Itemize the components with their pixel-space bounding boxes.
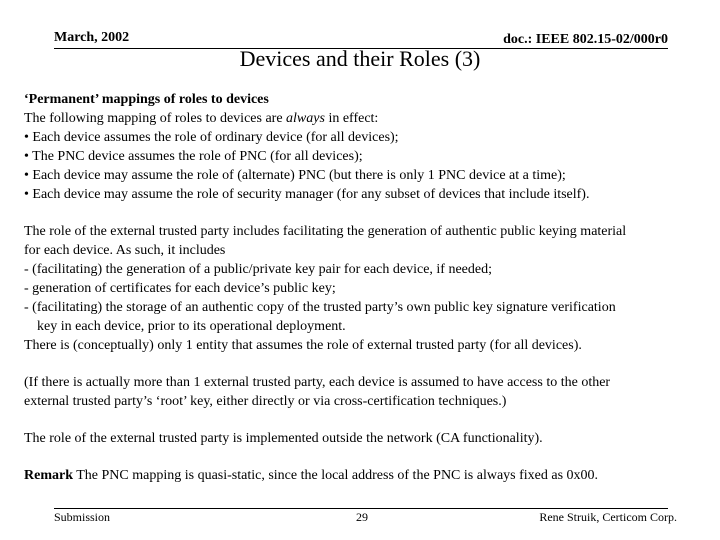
header-date: March, 2002 [54, 30, 130, 45]
bullet-item: • The PNC device assumes the role of PNC (for all devices); [24, 149, 363, 164]
intro-emphasis: always [286, 111, 325, 126]
slide-title: Devices and their Roles (3) [239, 46, 481, 71]
paragraph-line: for each device. As such, it includes [24, 243, 226, 258]
section-roles [24, 90, 714, 204]
header-doc-id: doc.: IEEE 802.15-02/000r0 [503, 32, 668, 47]
paragraph-line: - (facilitating) the generation of a public/private key pair for each device, if needed; [24, 262, 493, 277]
remark [24, 466, 714, 485]
paragraph-line: (If there is actually more than 1 external trusted party, each device is assumed to have access to the other [24, 375, 611, 390]
footer-submission: Submission [54, 510, 111, 524]
bullet-item: • Each device assumes the role of ordinary device (for all devices); [24, 130, 399, 145]
paragraph-line: The role of the external trusted party is implemented outside the network (CA functionality). [24, 431, 543, 446]
bullet-item: • Each device may assume the role of (alternate) PNC (but there is only 1 PNC device at a time); [24, 168, 566, 183]
remark-text: The PNC mapping is quasi-static, since the local address of the PNC is always fixed as 0x00. [73, 468, 599, 483]
intro-line [24, 109, 714, 128]
paragraph-line: The role of the external trusted party includes facilitating the generation of authentic public keying material [24, 224, 627, 239]
remark-line [24, 466, 714, 485]
paragraph-line: There is (conceptually) only 1 entity that assumes the role of external trusted party (for all devices). [24, 338, 582, 353]
section-heading: ‘Permanent’ mappings of roles to devices [24, 92, 269, 107]
bullet-item: • Each device may assume the role of security manager (for any subset of devices that include itself). [24, 187, 590, 202]
paragraph-line: - generation of certificates for each device’s public key; [24, 281, 336, 296]
footer-page-number: 29 [356, 510, 368, 524]
paragraph-line: - (facilitating) the storage of an authentic copy of the trusted party’s own public key signature verification [24, 300, 616, 315]
paragraph-line: external trusted party’s ‘root’ key, either directly or via cross-certification techniques.) [24, 394, 507, 409]
slide-body [24, 90, 714, 485]
footer-author: Rene Struik, Certicom Corp. [539, 510, 677, 524]
intro-prefix: The following mapping of roles to devices are [24, 111, 287, 126]
section-ca [24, 429, 714, 448]
footer-rule [54, 508, 668, 509]
intro-suffix: in effect: [324, 111, 379, 126]
section-trusted-party [24, 222, 714, 355]
paragraph-line: key in each device, prior to its operational deployment. [37, 319, 346, 334]
remark-label: Remark [24, 468, 73, 483]
section-multiple-parties [24, 373, 714, 411]
